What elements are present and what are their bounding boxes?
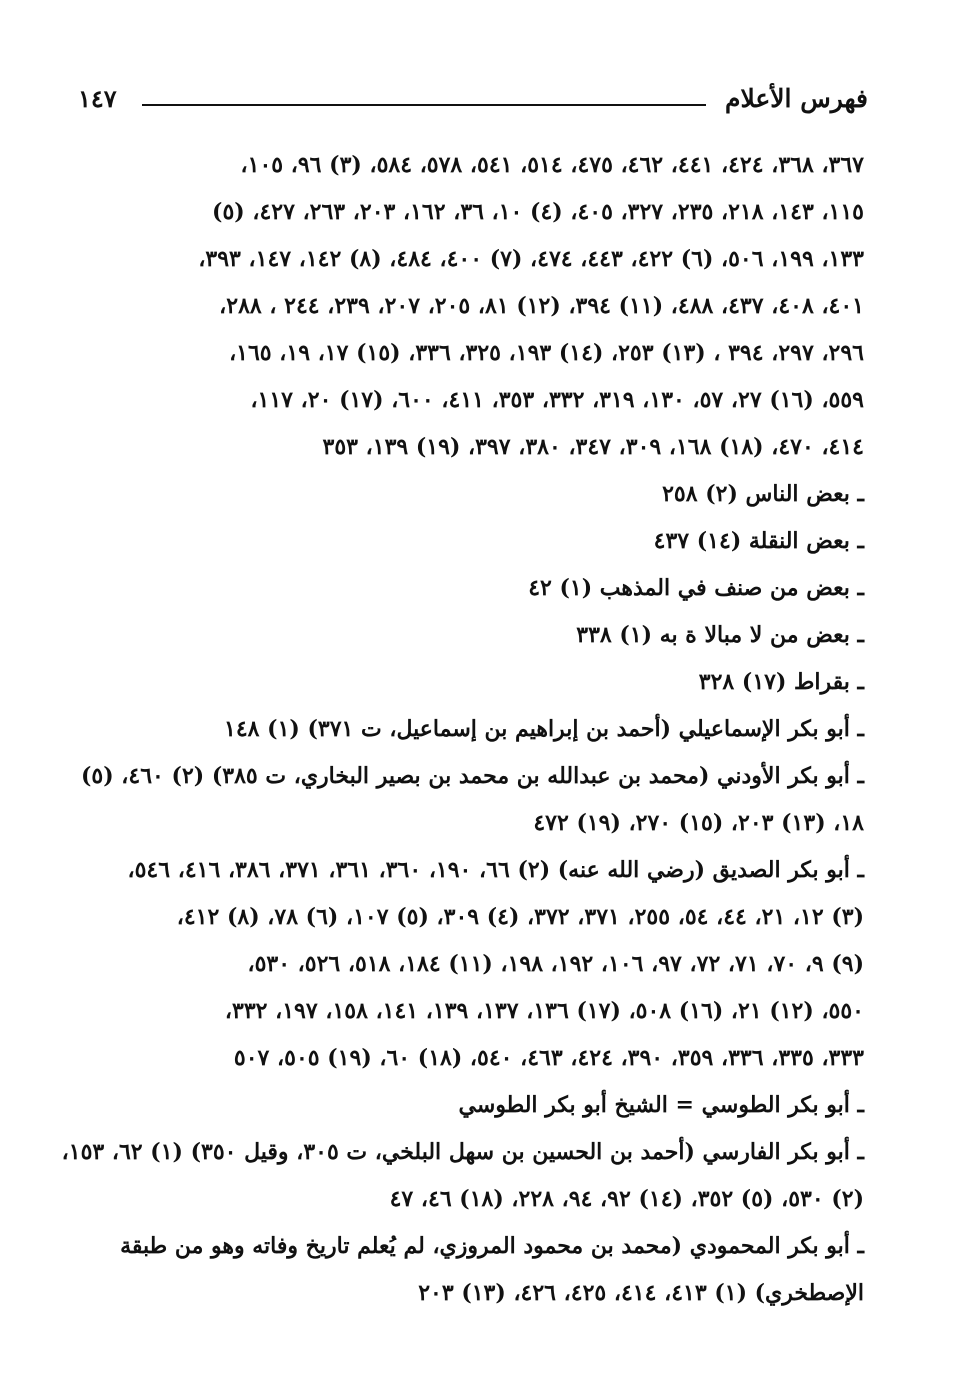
index-entry: ـ بعض الناس (٢) ٢٥٨: [662, 481, 864, 507]
page-header: [78, 80, 868, 120]
header-title: فهرس الأعلام: [724, 84, 868, 113]
text-line: ١٨، (١٣) ٢٠٣، (١٥) ٢٧٠، (١٩) ٤٧٢: [533, 810, 864, 836]
text-line: الإصطخري) (١) ٤١٣، ٤١٤، ٤٢٥، ٤٢٦، (١٣) ٢٠٣: [418, 1280, 864, 1306]
index-entry: ـ بقراط (١٧) ٣٢٨: [698, 669, 864, 695]
index-entry: ـ أبو بكر الفارسي (أحمد بن الحسين بن سهل البلخي، ت ٣٠٥، وقيل ٣٥٠) (١) ٦٢، ١٥٣،: [61, 1139, 864, 1165]
index-entry: ـ أبو بكر الطوسي = الشيخ أبو بكر الطوسي: [458, 1092, 864, 1118]
index-entry: ـ بعض من لا مبالا ة به (١) ٣٣٨: [576, 622, 864, 648]
text-line: (٩) ٩، ٧٠، ٧١، ٧٢، ٩٧، ١٠٦، ١٩٢، ١٩٨، (١١) ١٨٤، ٥١٨، ٥٢٦، ٥٣٠،: [247, 951, 864, 977]
text-line: ١٣٣، ١٩٩، ٥٠٦، (٦) ٤٢٢، ٤٤٣، ٤٧٤، (٧) ٤٠٠، ٤٨٤، (٨) ١٤٢، ١٤٧، ٣٩٣،: [198, 246, 864, 272]
index-entry: ـ أبو بكر المحمودي (محمد بن محمود المروزي، لم يُعلم تاريخ وفاته وهو من طبقة: [120, 1233, 864, 1259]
text-line: ٤٠١، ٤٠٨، ٤٣٧، ٤٨٨، (١١) ٣٩٤، (١٢) ٨١، ٢٠٥، ٢٠٧، ٢٣٩، ٢٤٤ ، ٢٨٨،: [219, 293, 864, 319]
text-line: (٢) ٥٣٠، (٥) ٣٥٢، (١٤) ٩٢، ٩٤، ٢٢٨، (١٨) ٤٦، ٤٧: [389, 1186, 864, 1212]
text-line: ٤١٤، ٤٧٠، (١٨) ١٦٨، ٣٠٩، ٣٤٧، ٣٨٠، ٣٩٧، (١٩) ١٣٩، ٣٥٣: [322, 434, 864, 460]
text-line: (٣) ١٢، ٢١، ٤٤، ٥٤، ٢٥٥، ٣٧١، ٣٧٢، (٤) ٣٠٩، (٥) ١٠٧، (٦) ٧٨، (٨) ٤١٢،: [176, 904, 864, 930]
text-line: ١١٥، ١٤٣، ٢١٨، ٢٣٥، ٣٢٧، ٤٠٥، (٤) ١٠، ٣٦، ١٦٢، ٢٠٣، ٢٦٣، ٤٢٧، (٥): [212, 199, 864, 225]
page-number: ١٤٧: [78, 84, 117, 113]
text-line: ٣٣٣، ٣٣٥، ٣٣٦، ٣٥٩، ٣٩٠، ٤٢٤، ٤٦٣، ٥٤٠، (١٨) ٦٠، (١٩) ٥٠٥، ٥٠٧: [233, 1045, 864, 1071]
index-entry: ـ بعض النقلة (١٤) ٤٣٧: [653, 528, 864, 554]
text-line: ٣٦٧، ٣٦٨، ٤٢٤، ٤٤١، ٤٦٢، ٤٧٥، ٥١٤، ٥٤١، ٥٧٨، ٥٨٤، (٣) ٩٦، ١٠٥،: [240, 152, 864, 178]
text-line: ٥٥٠، (١٢) ٢١، (١٦) ٥٠٨، (١٧) ١٣٦، ١٣٧، ١٣٩، ١٤١، ١٥٨، ١٩٧، ٣٣٢،: [224, 998, 864, 1024]
text-line: ٥٥٩، (١٦) ٢٧، ٥٧، ١٣٠، ٣١٩، ٣٣٢، ٣٥٣، ٤١١، ٦٠٠، (١٧) ٢٠، ١١٧،: [250, 387, 864, 413]
index-content: [61, 142, 864, 1317]
header-rule: [142, 104, 706, 106]
text-line: ٢٩٦، ٢٩٧، ٣٩٤ ، (١٣) ٢٥٣، (١٤) ١٩٣، ٣٢٥، ٣٣٦، (١٥) ١٧، ١٩، ١٦٥،: [229, 340, 864, 366]
index-entry: ـ أبو بكر الصديق (رضي الله عنه) (٢) ٦٦، ١٩٠، ٣٦٠، ٣٦١، ٣٧١، ٣٨٦، ٤١٦، ٥٤٦،: [127, 857, 864, 883]
index-entry: ـ أبو بكر الأودني (محمد بن عبدالله بن محمد بن بصير البخاري، ت ٣٨٥) (٢) ٤٦٠، (٥): [80, 763, 864, 789]
index-entry: ـ بعض من صنف في المذهب (١) ٤٢: [528, 575, 864, 601]
index-entry: ـ أبو بكر الإسماعيلي (أحمد بن إبراهيم بن إسماعيل، ت ٣٧١) (١) ١٤٨: [224, 716, 864, 742]
